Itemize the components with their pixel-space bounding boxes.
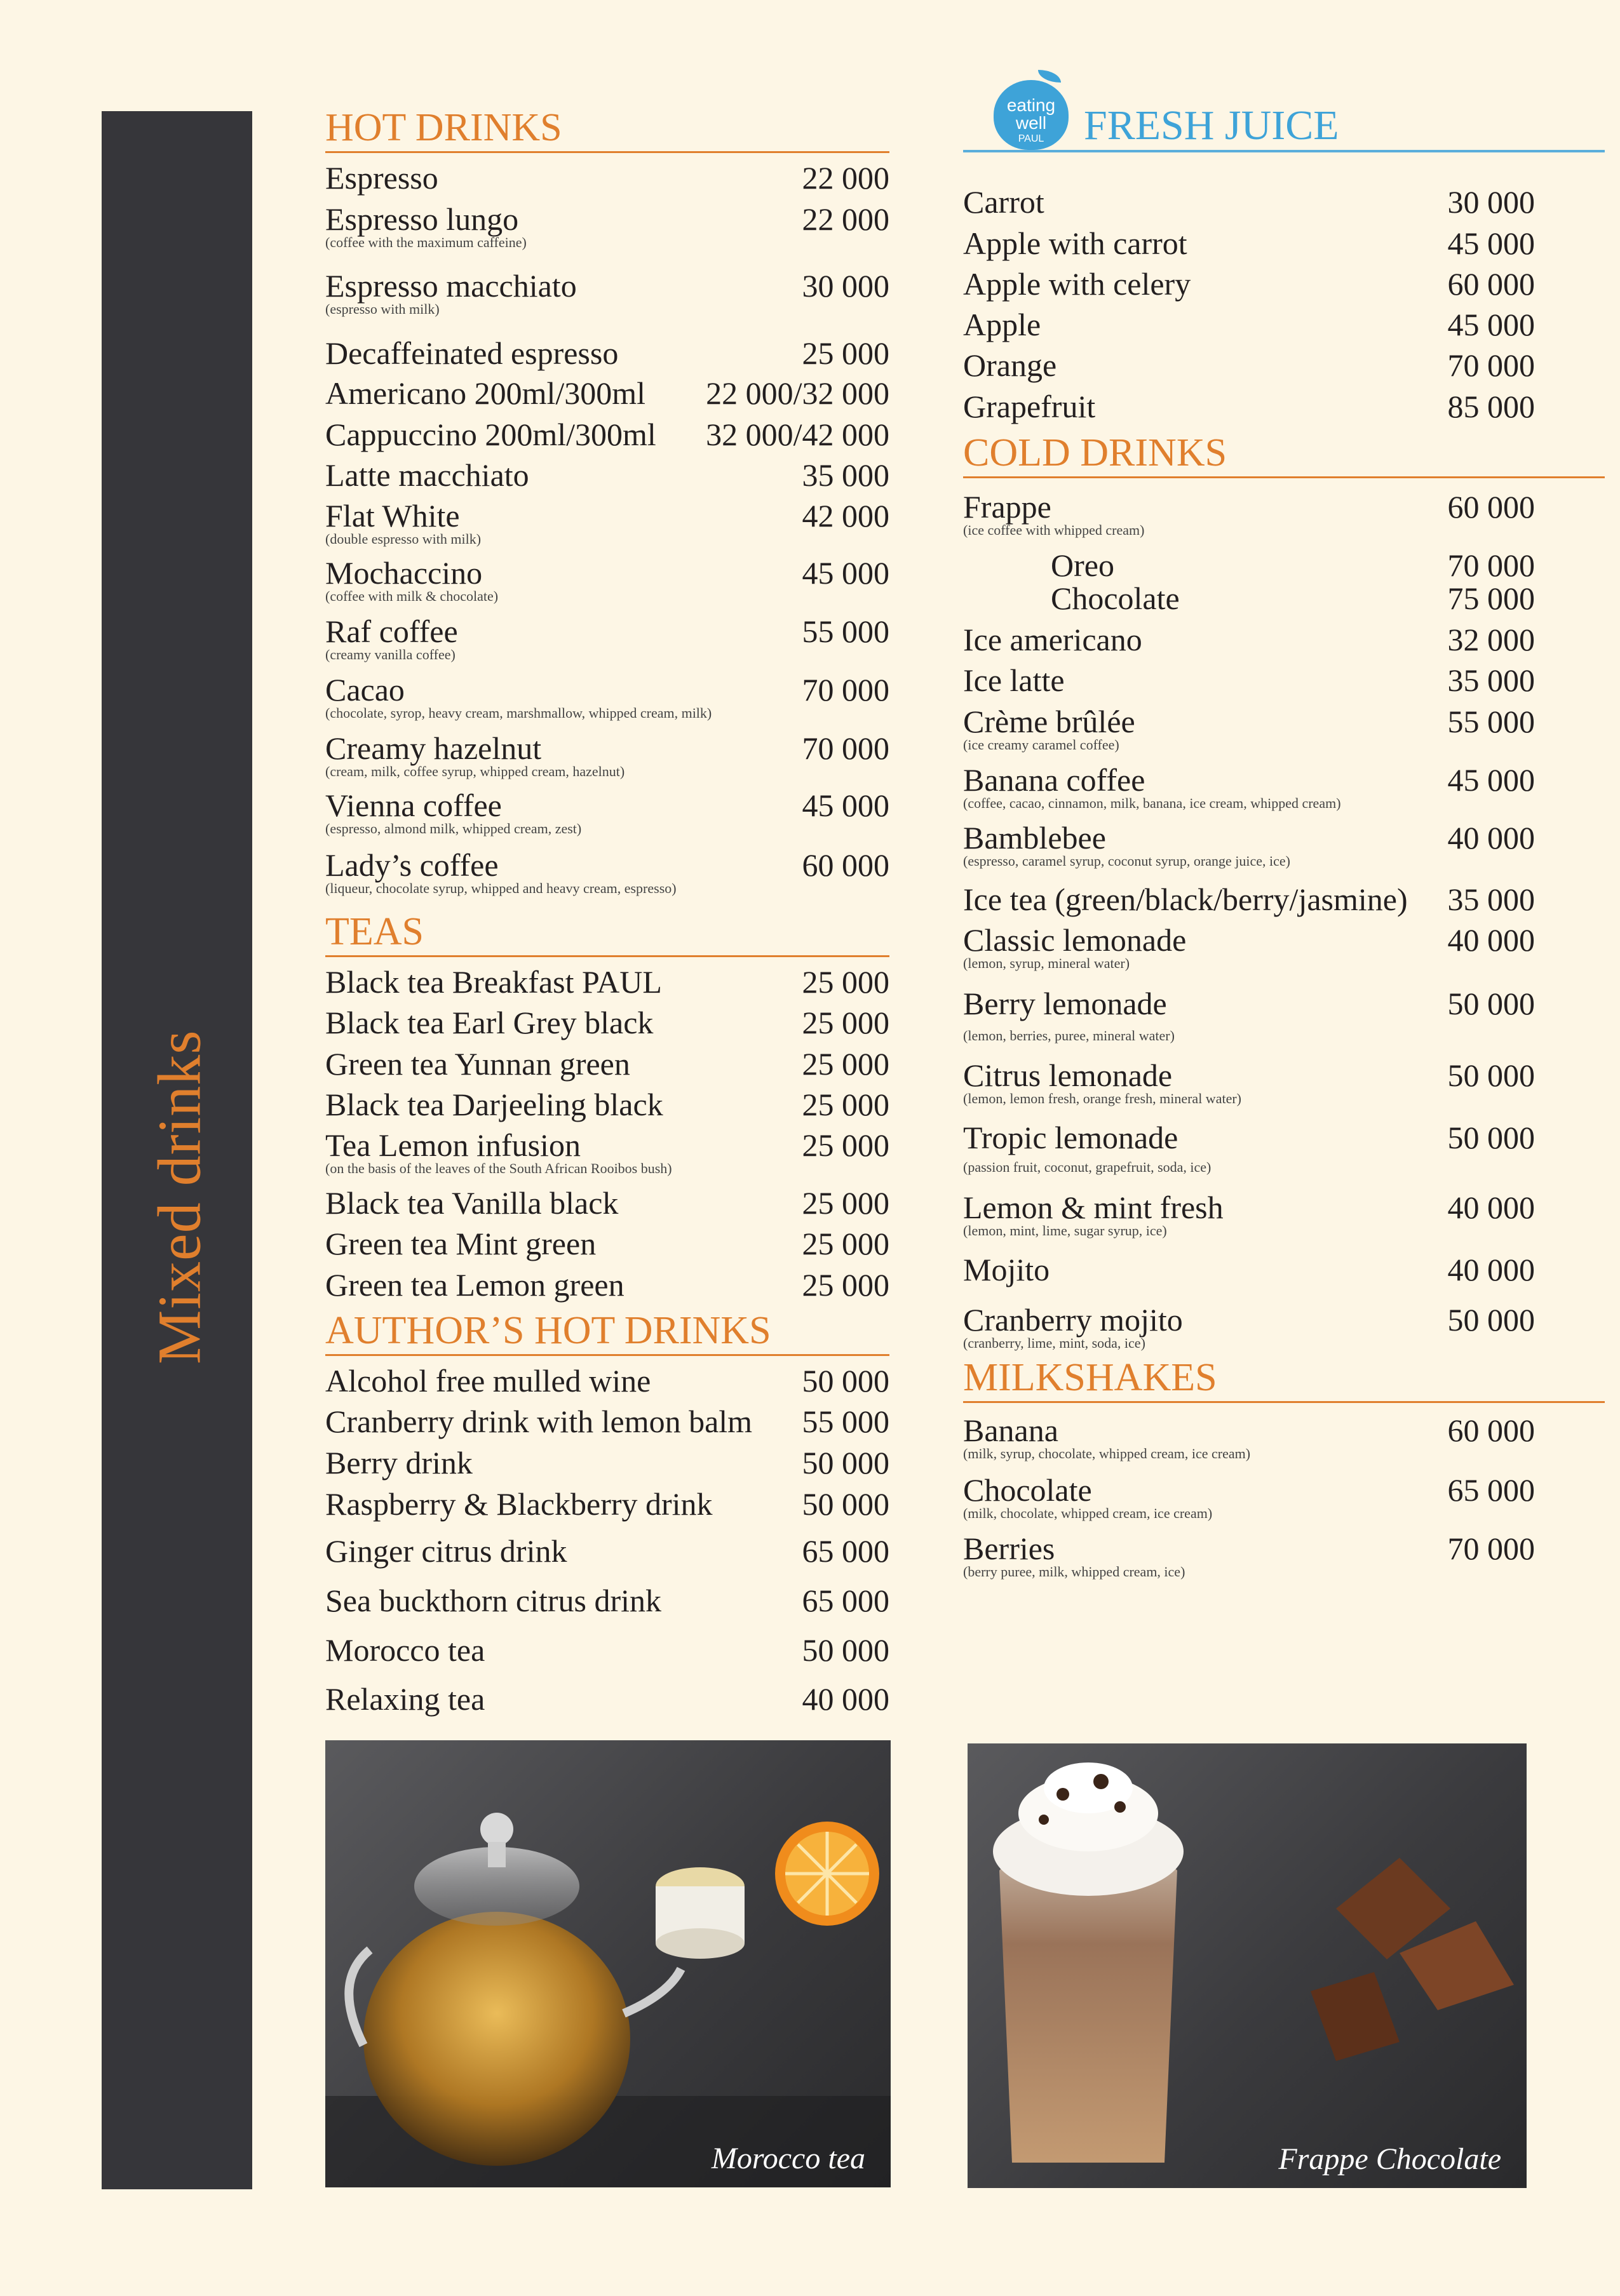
item-price: 85 000 (1447, 389, 1535, 424)
item-name: Decaffeinated espresso (325, 335, 619, 371)
menu-item (963, 1120, 1535, 1176)
item-name: Lemon & mint fresh (963, 1190, 1224, 1225)
item-price: 75 000 (1447, 581, 1535, 616)
menu-item (325, 417, 889, 452)
item-description: (coffee with the maximum caffeine) (325, 234, 527, 250)
item-name: Crème brûlée (963, 704, 1135, 739)
menu-item (963, 1302, 1535, 1352)
item-price: 65 000 (1447, 1472, 1535, 1508)
menu-item (963, 882, 1535, 917)
item-name: Mojito (963, 1252, 1050, 1287)
menu-item (325, 268, 889, 318)
item-price: 50 000 (1447, 1057, 1535, 1093)
item-description: (cream, milk, coffee syrup, whipped cream, hazelnut) (325, 763, 625, 779)
item-name: Tea Lemon infusion (325, 1127, 581, 1163)
item-name: Latte macchiato (325, 457, 529, 493)
item-price: 55 000 (1447, 704, 1535, 739)
menu-item (963, 225, 1535, 261)
teapot-illustration (325, 1740, 891, 2187)
cold-drinks-title: COLD DRINKS (963, 431, 1605, 478)
item-price: 25 000 (802, 1087, 889, 1122)
item-description: (berry puree, milk, whipped cream, ice) (963, 1564, 1185, 1580)
item-price: 25 000 (802, 1005, 889, 1040)
menu-item (963, 489, 1535, 539)
item-name: Espresso (325, 160, 438, 196)
item-name: Ginger citrus drink (325, 1533, 567, 1569)
item-description: (coffee with milk & chocolate) (325, 588, 499, 604)
item-price: 50 000 (802, 1445, 889, 1480)
item-name: Cranberry drink with lemon balm (325, 1404, 753, 1439)
menu-item (325, 1185, 889, 1221)
menu-item (963, 704, 1535, 753)
item-name: Berry drink (325, 1445, 473, 1480)
leaf-icon (1038, 70, 1061, 83)
menu-item (325, 730, 889, 780)
item-name: Green tea Yunnan green (325, 1046, 630, 1082)
menu-item (325, 614, 889, 663)
eating-well-logo-icon (994, 70, 1072, 151)
menu-item (963, 1472, 1535, 1522)
item-description: (espresso, caramel syrup, coconut syrup, orange juice, ice) (963, 853, 1290, 869)
menu-item (963, 1057, 1535, 1107)
item-name: Green tea Mint green (325, 1226, 597, 1261)
menu-item (963, 1531, 1535, 1580)
fresh-juice-title: FRESH JUICE (1084, 102, 1339, 149)
menu-item (325, 335, 889, 371)
menu-item (325, 1046, 889, 1082)
item-description: (on the basis of the leaves of the South African Rooibos bush) (325, 1160, 672, 1176)
item-name: Bamblebee (963, 820, 1106, 856)
item-description: (milk, syrup, chocolate, whipped cream, ice cream) (963, 1446, 1251, 1461)
item-price: 45 000 (1447, 307, 1535, 342)
logo-line-3: PAUL (1018, 133, 1044, 144)
item-description: (chocolate, syrop, heavy cream, marshmallow, whipped cream, milk) (325, 705, 712, 721)
item-price: 50 000 (1447, 1302, 1535, 1338)
item-price: 70 000 (802, 672, 889, 708)
item-price: 40 000 (1447, 922, 1535, 958)
menu-item (325, 788, 889, 837)
item-description: (lemon, mint, lime, sugar syrup, ice) (963, 1223, 1167, 1239)
milkshakes-title: MILKSHAKES (963, 1355, 1605, 1403)
menu-item (325, 201, 889, 251)
item-description: (lemon, lemon fresh, orange fresh, mineral water) (963, 1091, 1241, 1106)
item-price: 55 000 (802, 1404, 889, 1439)
item-name: Berries (963, 1531, 1055, 1566)
item-name: Carrot (963, 184, 1044, 220)
item-description: (lemon, berries, puree, mineral water) (963, 1028, 1175, 1044)
item-price: 45 000 (1447, 762, 1535, 798)
morocco-tea-photo (325, 1740, 891, 2187)
menu-item (325, 1486, 889, 1522)
item-name: Vienna coffee (325, 788, 502, 823)
fresh-juice-header (963, 57, 1605, 152)
menu-item (325, 1681, 889, 1717)
item-name: Espresso macchiato (325, 268, 577, 304)
item-price: 65 000 (802, 1583, 889, 1618)
menu-item (325, 964, 889, 1000)
menu-item (963, 266, 1535, 302)
item-name: Banana coffee (963, 762, 1145, 798)
item-description: (ice creamy caramel coffee) (963, 737, 1119, 753)
item-name: Black tea Vanilla black (325, 1185, 619, 1221)
menu-item (963, 622, 1535, 657)
menu-item (325, 1267, 889, 1303)
item-name: Green tea Lemon green (325, 1267, 624, 1303)
item-price: 40 000 (1447, 1252, 1535, 1287)
item-name: Classic lemonade (963, 922, 1187, 958)
item-name: Cacao (325, 672, 405, 708)
item-name: Cappuccino 200ml/300ml (325, 417, 656, 452)
item-name: Ice tea (green/black/berry/jasmine) (963, 882, 1408, 917)
item-price: 40 000 (1447, 1190, 1535, 1225)
menu-item (325, 1632, 889, 1668)
menu-item (325, 1127, 889, 1177)
item-price: 50 000 (802, 1363, 889, 1399)
item-price: 25 000 (802, 1127, 889, 1163)
item-description: (cranberry, lime, mint, soda, ice) (963, 1335, 1145, 1351)
item-price: 70 000 (1447, 547, 1535, 583)
item-price: 22 000 (802, 201, 889, 237)
item-name: Chocolate (963, 1472, 1092, 1508)
sidebar-band (102, 111, 252, 2189)
item-name: Relaxing tea (325, 1681, 485, 1717)
item-name: Lady’s coffee (325, 847, 499, 883)
menu-item (325, 160, 889, 196)
menu-item (963, 347, 1535, 383)
authors-hot-drinks-title: AUTHOR’S HOT DRINKS (325, 1308, 889, 1356)
menu-item (325, 457, 889, 493)
item-name: Morocco tea (325, 1632, 485, 1668)
menu-subitem (963, 581, 1535, 616)
item-description: (lemon, syrup, mineral water) (963, 955, 1130, 971)
item-price: 32 000 (1447, 622, 1535, 657)
menu-item (325, 672, 889, 722)
menu-item (325, 1533, 889, 1569)
item-price: 70 000 (1447, 347, 1535, 383)
item-price: 42 000 (802, 498, 889, 534)
menu-item (325, 555, 889, 605)
item-price: 35 000 (1447, 662, 1535, 698)
item-price: 40 000 (1447, 820, 1535, 856)
menu-item (963, 1190, 1535, 1239)
item-price: 25 000 (802, 1185, 889, 1221)
item-price: 50 000 (802, 1486, 889, 1522)
menu-item (325, 1226, 889, 1261)
item-name: Orange (963, 347, 1057, 383)
item-price: 25 000 (802, 964, 889, 1000)
menu-item (325, 498, 889, 547)
photo-caption: Morocco tea (711, 2142, 865, 2175)
item-price: 50 000 (1447, 1120, 1535, 1155)
photo-caption: Frappe Chocolate (1278, 2142, 1501, 2176)
teas-title: TEAS (325, 910, 889, 957)
menu-item (325, 1087, 889, 1122)
item-price: 60 000 (1447, 1413, 1535, 1448)
item-price: 45 000 (802, 555, 889, 591)
item-name: Chocolate (1051, 581, 1180, 616)
item-price: 70 000 (1447, 1531, 1535, 1566)
item-description: (ice coffee with whipped cream) (963, 522, 1145, 538)
item-price: 32 000/42 000 (706, 417, 889, 452)
item-price: 55 000 (802, 614, 889, 649)
menu-item (325, 1404, 889, 1439)
menu-item (325, 1363, 889, 1399)
item-price: 60 000 (1447, 489, 1535, 525)
item-description: (coffee, cacao, cinnamon, milk, banana, ice cream, whipped cream) (963, 795, 1341, 811)
item-name: Tropic lemonade (963, 1120, 1178, 1155)
item-name: Berry lemonade (963, 986, 1167, 1021)
logo-line-2: well (1015, 113, 1047, 133)
menu-item (963, 307, 1535, 342)
menu-subitem (963, 547, 1535, 583)
item-price: 22 000 (802, 160, 889, 196)
menu-item (963, 922, 1535, 972)
menu-item (963, 1413, 1535, 1462)
hot-drinks-title: HOT DRINKS (325, 105, 889, 153)
item-price: 60 000 (802, 847, 889, 883)
item-name: Cranberry mojito (963, 1302, 1183, 1338)
menu-item (325, 1583, 889, 1618)
item-name: Raspberry & Blackberry drink (325, 1486, 713, 1522)
item-price: 30 000 (1447, 184, 1535, 220)
item-name: Americano 200ml/300ml (325, 375, 646, 411)
item-name: Alcohol free mulled wine (325, 1363, 651, 1399)
item-description: (double espresso with milk) (325, 531, 482, 547)
item-price: 30 000 (802, 268, 889, 304)
item-name: Frappe (963, 489, 1051, 525)
item-name: Espresso lungo (325, 201, 519, 237)
item-price: 60 000 (1447, 266, 1535, 302)
item-price: 70 000 (802, 730, 889, 766)
menu-item (963, 820, 1535, 869)
menu-item (963, 986, 1535, 1044)
menu-item (963, 662, 1535, 698)
item-price: 35 000 (1447, 882, 1535, 917)
item-price: 65 000 (802, 1533, 889, 1569)
menu-item (325, 1005, 889, 1040)
item-description: (espresso with milk) (325, 301, 440, 317)
item-name: Mochaccino (325, 555, 483, 591)
item-name: Apple with carrot (963, 225, 1187, 261)
item-price: 45 000 (802, 788, 889, 823)
item-name: Raf coffee (325, 614, 458, 649)
item-price: 25 000 (802, 335, 889, 371)
menu-item (963, 762, 1535, 812)
item-name: Creamy hazelnut (325, 730, 542, 766)
item-name: Citrus lemonade (963, 1057, 1173, 1093)
menu-item (963, 184, 1535, 220)
menu-item (325, 847, 889, 897)
item-name: Apple (963, 307, 1041, 342)
item-description: (liqueur, chocolate syrup, whipped and heavy cream, espresso) (325, 880, 677, 896)
item-name: Ice latte (963, 662, 1065, 698)
item-price: 40 000 (802, 1681, 889, 1717)
item-price: 25 000 (802, 1267, 889, 1303)
item-price: 35 000 (802, 457, 889, 493)
menu-item (325, 375, 889, 411)
item-price: 50 000 (802, 1632, 889, 1668)
menu-item (963, 1252, 1535, 1287)
item-price: 50 000 (1447, 986, 1535, 1021)
item-name: Apple with celery (963, 266, 1191, 302)
item-price: 25 000 (802, 1226, 889, 1261)
item-description: (espresso, almond milk, whipped cream, zest) (325, 821, 582, 836)
item-price: 45 000 (1447, 225, 1535, 261)
item-name: Black tea Darjeeling black (325, 1087, 663, 1122)
frappe-illustration (968, 1743, 1527, 2188)
logo-line-1: eating (1006, 95, 1056, 115)
item-description: (passion fruit, coconut, grapefruit, soda, ice) (963, 1159, 1212, 1175)
frappe-chocolate-photo (968, 1743, 1527, 2188)
item-name: Ice americano (963, 622, 1142, 657)
item-name: Black tea Breakfast PAUL (325, 964, 662, 1000)
item-description: (milk, chocolate, whipped cream, ice cream) (963, 1505, 1213, 1521)
item-description: (creamy vanilla coffee) (325, 647, 456, 662)
item-name: Oreo (1051, 547, 1114, 583)
item-name: Grapefruit (963, 389, 1096, 424)
item-price: 25 000 (802, 1046, 889, 1082)
item-name: Black tea Earl Grey black (325, 1005, 654, 1040)
item-name: Sea buckthorn citrus drink (325, 1583, 662, 1618)
item-name: Banana (963, 1413, 1058, 1448)
menu-item (963, 389, 1535, 424)
item-name: Flat White (325, 498, 460, 534)
sidebar-title: Mixed drinks (145, 1030, 213, 1365)
menu-item (325, 1445, 889, 1480)
item-price: 22 000/32 000 (706, 375, 889, 411)
